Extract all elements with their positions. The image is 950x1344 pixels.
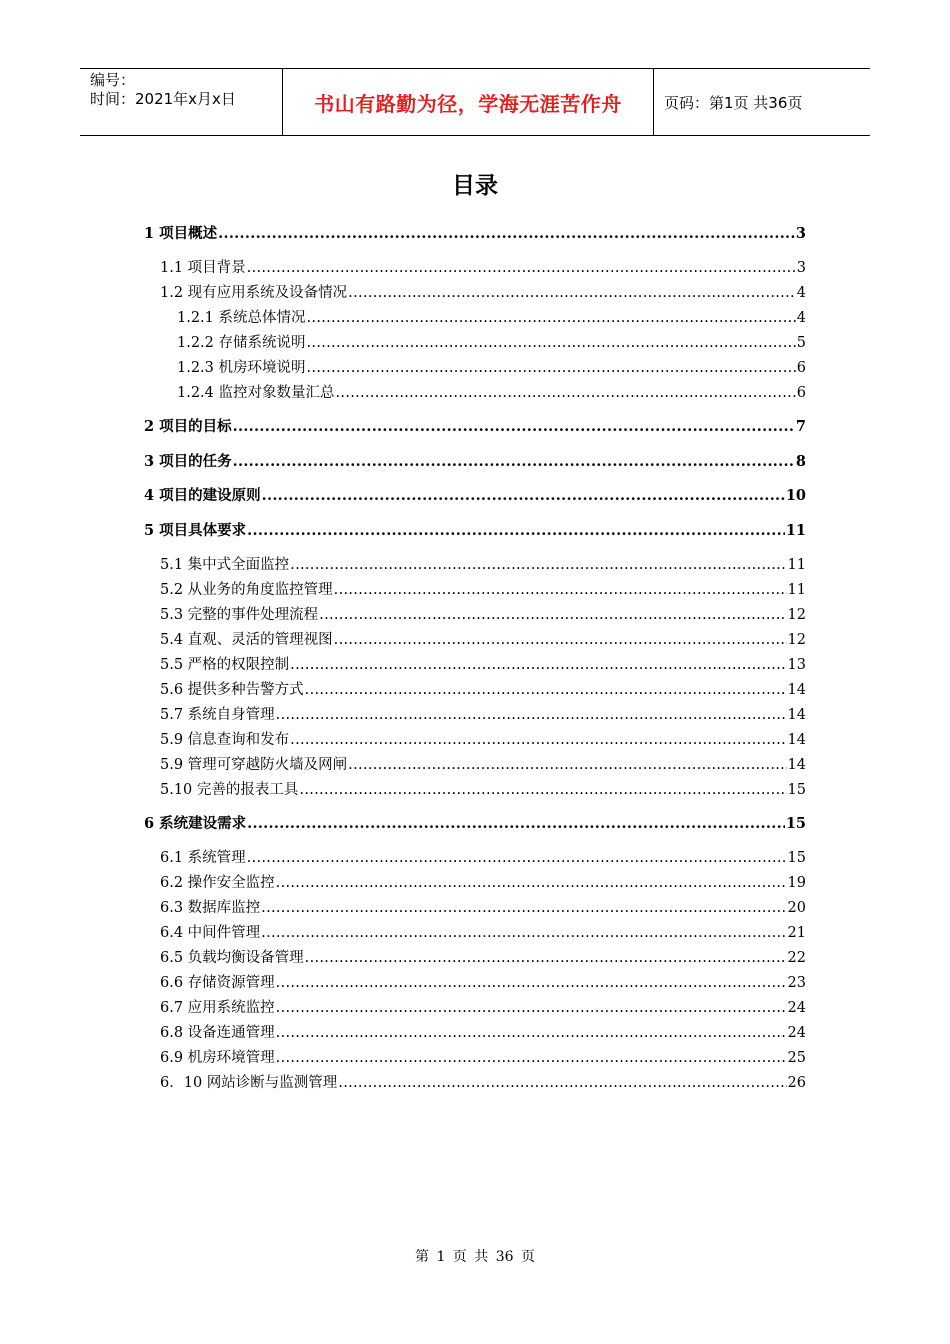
toc-dot-leader: [233, 453, 795, 470]
toc-entry[interactable]: [160, 578, 806, 599]
page-header: [80, 68, 870, 136]
toc-entry-page: 7: [795, 418, 806, 435]
toc-dot-leader: [336, 385, 796, 401]
toc-dot-leader: [276, 1050, 787, 1066]
toc-entry-page: 6: [796, 360, 806, 376]
document-number-label: 编号：: [90, 71, 136, 89]
toc-entry[interactable]: [160, 728, 806, 749]
header-motto-cell: [282, 69, 654, 135]
toc-entry-label: 6 系统建设需求: [144, 815, 247, 832]
toc-entry[interactable]: [160, 628, 806, 649]
toc-entry-page: 22: [787, 950, 806, 966]
toc-entry-page: 14: [787, 707, 806, 723]
toc-dot-leader: [307, 360, 796, 376]
toc-entry-label: 1.2.4 监控对象数量汇总: [177, 385, 335, 401]
toc-entry[interactable]: [160, 871, 806, 892]
toc-entry-label: 1.1 项目背景: [160, 260, 246, 276]
document-time-label: 时间：2021年x月x日: [90, 90, 236, 108]
toc-entry-label: 6.5 负载均衡设备管理: [160, 950, 304, 966]
toc-entry[interactable]: [160, 971, 806, 992]
page-footer: 第 1 页 共 36 页: [415, 1249, 535, 1265]
toc-dot-leader: [307, 335, 796, 351]
toc-entry-label: 3 项目的任务: [144, 453, 232, 470]
toc-entry[interactable]: [160, 1021, 806, 1042]
toc-dot-leader: [276, 1025, 787, 1041]
toc-entry[interactable]: [177, 306, 806, 327]
toc-dot-leader: [262, 487, 785, 504]
toc-entry[interactable]: [160, 256, 806, 277]
toc-entry-label: 5.10 完善的报表工具: [160, 782, 299, 798]
toc-entry-label: 5.6 提供多种告警方式: [160, 682, 304, 698]
toc-dot-leader: [305, 950, 787, 966]
toc-dot-leader: [290, 557, 786, 573]
toc-entry-label: 1 项目概述: [144, 225, 218, 242]
toc-entry[interactable]: [160, 996, 806, 1017]
toc-dot-leader: [299, 782, 786, 798]
header-meta: [80, 69, 282, 135]
toc-entry-label: 6.7 应用系统监控: [160, 1000, 275, 1016]
toc-entry-page: 12: [787, 607, 806, 623]
toc-entry-label: 5.1 集中式全面监控: [160, 557, 290, 573]
toc-entry-page: 20: [787, 900, 806, 916]
toc-entry[interactable]: [160, 921, 806, 942]
toc-entry-label: 1.2.2 存储系统说明: [177, 335, 306, 351]
toc-entry[interactable]: [160, 753, 806, 774]
toc-entry[interactable]: [160, 603, 806, 624]
toc-entry[interactable]: [160, 896, 806, 917]
toc-entry[interactable]: [160, 553, 806, 574]
toc-entry-page: 23: [787, 975, 806, 991]
toc-entry-page: 3: [796, 260, 806, 276]
toc-entry-page: 26: [787, 1075, 806, 1091]
toc-entry-label: 5.3 完整的事件处理流程: [160, 607, 319, 623]
toc-dot-leader: [233, 418, 795, 435]
toc-entry[interactable]: [160, 678, 806, 699]
toc-entry[interactable]: [144, 812, 806, 833]
toc-dot-leader: [276, 707, 787, 723]
toc-dot-leader: [276, 875, 787, 891]
toc-dot-leader: [276, 1000, 787, 1016]
toc-dot-leader: [290, 732, 786, 748]
toc-entry-label: 5.7 系统自身管理: [160, 707, 275, 723]
toc-entry[interactable]: [160, 653, 806, 674]
toc-entry[interactable]: [160, 946, 806, 967]
toc-entry-page: 24: [787, 1000, 806, 1016]
toc-entry-label: 6.3 数据库监控: [160, 900, 261, 916]
toc-entry-label: 6.9 机房环境管理: [160, 1050, 275, 1066]
toc-dot-leader: [261, 925, 786, 941]
toc-entry[interactable]: [177, 381, 806, 402]
toc-entry-label: 6.4 中间件管理: [160, 925, 261, 941]
toc-entry[interactable]: [144, 519, 806, 540]
toc-entry-page: 14: [787, 757, 806, 773]
header-page-cell: [654, 69, 870, 135]
toc-entry-page: 3: [795, 225, 806, 242]
toc-entry-page: 4: [796, 285, 806, 301]
toc-entry-label: 5.4 直观、灵活的管理视图: [160, 632, 333, 648]
toc-entry-label: 6．10 网站诊断与监测管理: [160, 1075, 338, 1091]
toc-dot-leader: [338, 1075, 786, 1091]
toc-dot-leader: [247, 815, 785, 832]
header-page-label: 页码：第1页 共36页: [664, 93, 803, 112]
toc-entry-label: 5.9 信息查询和发布: [160, 732, 290, 748]
toc-entry[interactable]: [160, 281, 806, 302]
toc-entry-page: 14: [787, 732, 806, 748]
toc-entry-label: 6.6 存储资源管理: [160, 975, 275, 991]
toc-entry-page: 14: [787, 682, 806, 698]
toc-entry-label: 5.9 管理可穿越防火墙及网闸: [160, 757, 348, 773]
toc-entry-label: 1.2 现有应用系统及设备情况: [160, 285, 348, 301]
toc-entry[interactable]: [144, 450, 806, 471]
toc-dot-leader: [247, 850, 787, 866]
toc-entry[interactable]: [177, 331, 806, 352]
toc-dot-leader: [348, 757, 786, 773]
toc-entry-label: 5.2 从业务的角度监控管理: [160, 582, 333, 598]
page-title: 目录: [452, 173, 498, 199]
toc-entry[interactable]: [177, 356, 806, 377]
toc-entry[interactable]: [144, 222, 806, 243]
toc-entry[interactable]: [160, 1046, 806, 1067]
toc-entry[interactable]: [160, 846, 806, 867]
toc-entry-page: 5: [796, 335, 806, 351]
toc-dot-leader: [218, 225, 795, 242]
toc-entry-label: 5.5 严格的权限控制: [160, 657, 290, 673]
toc-dot-leader: [319, 607, 786, 623]
toc-entry-page: 15: [785, 815, 806, 832]
toc-entry-label: 5 项目具体要求: [144, 522, 247, 539]
toc-entry[interactable]: [160, 1071, 806, 1092]
toc-entry-page: 11: [787, 557, 806, 573]
toc-entry-label: 6.2 操作安全监控: [160, 875, 275, 891]
toc-dot-leader: [305, 682, 787, 698]
toc-entry-page: 15: [787, 782, 806, 798]
toc-entry-page: 11: [787, 582, 806, 598]
toc-entry-label: 1.2.1 系统总体情况: [177, 310, 306, 326]
toc-dot-leader: [334, 582, 787, 598]
toc-entry-page: 8: [795, 453, 806, 470]
toc-dot-leader: [348, 285, 796, 301]
toc-dot-leader: [290, 657, 786, 673]
toc-entry-page: 15: [787, 850, 806, 866]
toc-dot-leader: [247, 522, 785, 539]
toc-entry-label: 4 项目的建设原则: [144, 487, 261, 504]
toc-dot-leader: [261, 900, 786, 916]
toc-entry-label: 6.8 设备连通管理: [160, 1025, 275, 1041]
toc-dot-leader: [276, 975, 787, 991]
toc-entry-page: 12: [787, 632, 806, 648]
toc-entry-page: 4: [796, 310, 806, 326]
toc-entry-page: 25: [787, 1050, 806, 1066]
toc-entry[interactable]: [144, 484, 806, 505]
toc-dot-leader: [334, 632, 787, 648]
toc-entry-label: 6.1 系统管理: [160, 850, 246, 866]
toc-entry[interactable]: [144, 415, 806, 436]
toc-entry-label: 1.2.3 机房环境说明: [177, 360, 306, 376]
toc-entry-page: 13: [787, 657, 806, 673]
toc-entry-page: 6: [796, 385, 806, 401]
toc-entry-page: 10: [785, 487, 806, 504]
toc-entry-page: 24: [787, 1025, 806, 1041]
toc-entry-label: 2 项目的目标: [144, 418, 232, 435]
toc-dot-leader: [247, 260, 796, 276]
toc-entry-page: 21: [787, 925, 806, 941]
toc-entry[interactable]: [160, 778, 806, 799]
toc-entry-page: 19: [787, 875, 806, 891]
toc-entry-page: 11: [785, 522, 806, 539]
header-motto: 书山有路勤为径，学海无涯苦作舟: [314, 91, 622, 116]
toc-entry[interactable]: [160, 703, 806, 724]
toc-dot-leader: [307, 310, 796, 326]
